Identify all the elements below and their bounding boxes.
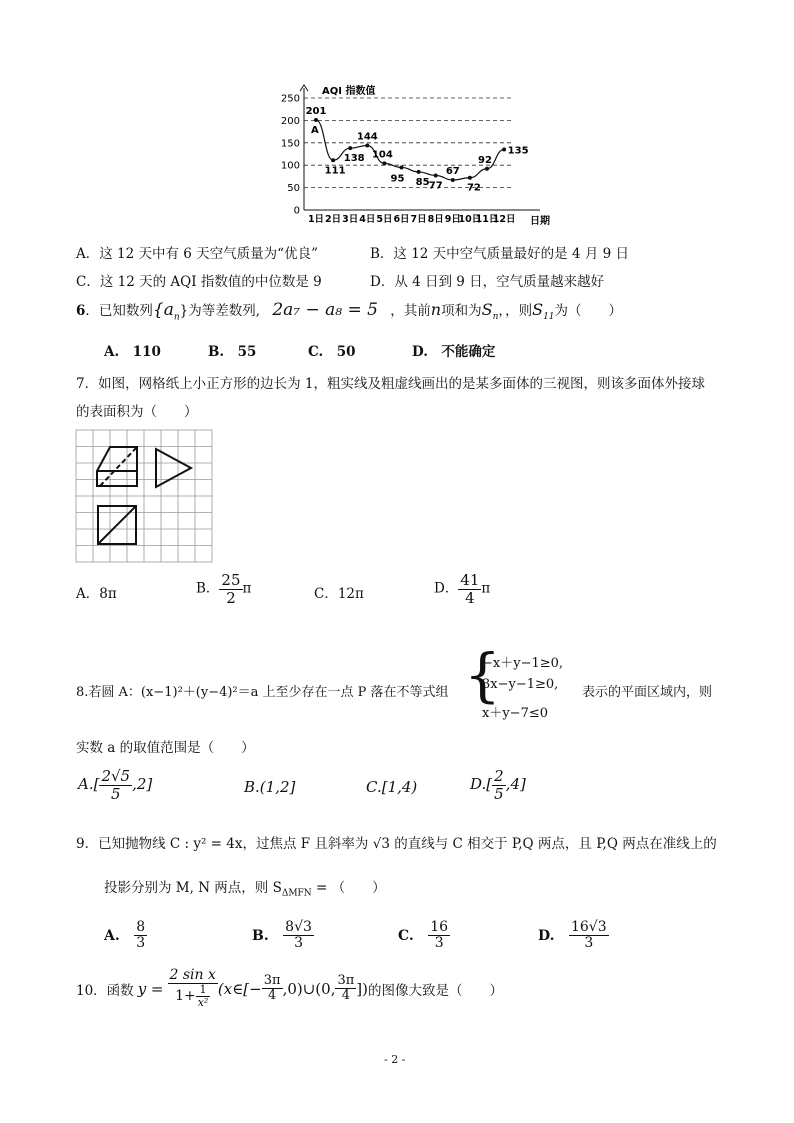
data-label: 95 [390, 173, 405, 185]
q7-option-c: C．12π [314, 586, 364, 602]
q9-line-2-tail: = （ ） [311, 880, 386, 896]
q6-sn-sub: n [492, 312, 499, 323]
q7-option-d-pi: π [481, 580, 491, 597]
q8-option-d-den: 5 [494, 784, 504, 803]
data-point [434, 174, 438, 178]
q5-option-b: B．这 12 天中空气质量最好的是 4 月 9 日 [370, 246, 630, 262]
q8-option-a-den: 5 [111, 784, 121, 803]
q9-line-2-text: 投影分别为 M, N 两点，则 S [104, 880, 282, 896]
q10-numerator: 2 sin x [169, 967, 216, 983]
q6-text-e: ，，则 [498, 303, 533, 319]
data-point [382, 161, 386, 165]
q8-option-b: B.(1,2] [244, 778, 296, 796]
q7-option-d-den: 4 [465, 588, 475, 607]
q7-option-b-den: 2 [226, 588, 236, 607]
q8-inequality-1: −x＋y−1≥0, [482, 656, 564, 671]
q5-option-d: D．从 4 日到 9 日，空气质量越来越好 [370, 274, 605, 290]
data-point [451, 178, 455, 182]
q8-option-d-fraction [492, 768, 506, 802]
q8-inequality-2: 3x−y−1≥0, [482, 677, 559, 692]
aqi-chart [278, 82, 550, 228]
q7-option-b-fraction [219, 572, 242, 606]
data-label: 85 [415, 176, 430, 188]
x-tick-label: 2日 [325, 214, 342, 225]
q8-option-a-prefix: A.[ [78, 775, 100, 793]
q7-option-d-fraction [458, 572, 481, 606]
chart-axes [300, 85, 540, 210]
x-tick-label: 5日 [376, 214, 393, 225]
q7-line-1: 7．如图，网格纸上小正方形的边长为 1，粗实线及粗虚线画出的是某多面体的三视图，则该多面体外接球 [76, 376, 705, 392]
data-point [314, 118, 318, 122]
q9-option-b-den: 3 [294, 935, 303, 952]
data-label: 67 [445, 165, 460, 177]
q10-f1-den: 4 [268, 988, 277, 1004]
data-point [365, 143, 369, 147]
q10-f2-num: 3π [337, 972, 355, 988]
chart-x-axis-label: 日期 [530, 216, 550, 227]
q7-option-b-pi: π [242, 580, 252, 597]
q10-den-den: x² [197, 996, 209, 1010]
q9-option-d-fraction [569, 920, 609, 952]
q8-inequality-3: x＋y−7≤0 [482, 706, 549, 721]
q9-line-2 [104, 876, 386, 899]
point-label-a: A [311, 125, 319, 136]
q6-seq-main: {a [152, 300, 174, 320]
x-tick-label: 10日 [458, 214, 482, 225]
q10-frac-2 [335, 974, 356, 1004]
data-point [400, 165, 404, 169]
data-label: 201 [305, 105, 327, 117]
x-tick-label: 9日 [444, 214, 461, 225]
q9-option-d [538, 920, 609, 952]
q7-option-b-label: B． [196, 580, 220, 597]
x-tick-label: 3日 [342, 214, 359, 225]
q10-denominator [168, 984, 218, 1009]
q7-option-d-num: 41 [460, 571, 480, 589]
q9-option-c-label: C. [398, 927, 414, 944]
q6-option-d: D. 不能确定 [412, 344, 496, 360]
q6-option-c: C. 50 [308, 344, 356, 360]
data-label: 138 [343, 153, 365, 165]
q8-option-a-suffix: ,2] [132, 775, 153, 793]
q8-option-d-suffix: ,4] [505, 775, 526, 793]
q6-n: n [430, 300, 442, 319]
grid-lines [76, 430, 212, 562]
q8-option-a-num: 2√5 [101, 767, 131, 785]
q9-option-a-num: 8 [136, 919, 146, 935]
q6-s11-main: S [532, 300, 544, 319]
q9-option-c-fraction [428, 920, 450, 952]
q8-text-b: 表示的平面区域内，则 [582, 685, 713, 700]
q7-option-d [434, 572, 490, 606]
q9-option-c [398, 920, 450, 952]
q10-domain-b: ,0)∪(0, [282, 979, 336, 998]
x-tick-label: 12日 [492, 214, 516, 225]
data-point [417, 170, 421, 174]
q7-line-2: 的表面积为（ ） [76, 404, 198, 420]
q9-option-d-label: D. [538, 927, 555, 944]
y-tick-label: 200 [280, 115, 300, 127]
x-tick-label: 4日 [359, 214, 376, 225]
y-tick-label: 100 [280, 160, 300, 172]
x-tick-label: 11日 [475, 214, 499, 225]
q9-option-c-den: 3 [434, 935, 444, 952]
q6-number: 6 [76, 303, 86, 319]
q8-brace: { [464, 641, 501, 709]
x-tick-label: 8日 [427, 214, 444, 225]
q6-text-c: ，其前 [390, 303, 431, 319]
q8-option-d-num: 2 [494, 767, 504, 785]
q6-text-f: 为（ ） [554, 303, 623, 319]
data-label: 144 [356, 131, 378, 143]
chart-title: AQI 指数值 [322, 86, 376, 97]
q9-option-d-den: 3 [584, 935, 594, 952]
q9-option-b-fraction [283, 920, 314, 952]
q5-option-c: C．这 12 天的 AQI 指数值的中位数是 9 [76, 274, 322, 290]
data-point [485, 167, 489, 171]
q7-option-a: A．8π [76, 586, 117, 602]
data-point [348, 146, 352, 150]
q6-equation: 2a₇ − a₈ = 5 [272, 300, 378, 320]
data-label: 135 [507, 145, 529, 157]
q10-den-fraction [196, 984, 211, 1009]
q9-option-a-label: A. [104, 927, 120, 944]
top-view [98, 506, 136, 544]
q9-option-a-fraction [134, 920, 147, 952]
q7-option-b-num: 25 [221, 571, 241, 589]
q9-option-b [252, 920, 314, 952]
data-label: 72 [466, 182, 481, 194]
data-label: 77 [428, 180, 443, 192]
q8-option-d [470, 768, 526, 802]
q8-text-a: 8.若圆 A：(x−1)²＋(y−4)²＝a 上至少存在一点 P 落在不等式组 [76, 685, 449, 700]
q9-option-a [104, 920, 147, 952]
q6-text: ．已知数列 [85, 303, 153, 319]
q6-sn [481, 300, 499, 323]
q10-f1-num: 3π [263, 972, 281, 988]
q10-frac-1 [262, 974, 283, 1004]
x-tick-label: 7日 [410, 214, 427, 225]
y-tick-label: 0 [293, 205, 300, 217]
chart-labels [281, 94, 529, 226]
y-tick-label: 250 [280, 93, 300, 105]
q9-line-1: 9．已知抛物线 C : y² = 4x，过焦点 F 且斜率为 √3 的直线与 C 相交于 P,Q 两点，且 P,Q 两点在准线上的 [76, 836, 717, 852]
q9-option-a-den: 3 [136, 935, 146, 952]
x-tick-label: 6日 [393, 214, 410, 225]
q6-sn-main: S [481, 300, 493, 319]
q9-option-b-label: B. [252, 927, 269, 944]
q7-option-b [196, 572, 251, 606]
q10-den-num: 1 [196, 984, 211, 997]
q6-text-d: 项和为 [441, 303, 482, 319]
data-point [468, 176, 472, 180]
q6-s11 [532, 300, 555, 323]
q8-option-a-fraction [99, 768, 132, 802]
data-label: 111 [324, 165, 346, 177]
q9-option-d-num: 16√3 [570, 919, 607, 935]
q8-option-d-prefix: D.[ [470, 775, 493, 793]
q6-option-b: B. 55 [208, 344, 257, 360]
q6-option-a: A. 110 [104, 344, 161, 360]
q10-f2-den: 4 [341, 988, 351, 1004]
q6-text-b: }为等差数列, [179, 303, 261, 319]
question-10 [76, 968, 503, 1010]
q6-seq [152, 300, 180, 323]
q10-den-one: 1+ [175, 988, 196, 1005]
q10-domain-a: (x∈[− [217, 979, 262, 998]
q6-s11-sub: 11 [543, 312, 555, 323]
q8-option-c: C.[1,4) [366, 778, 418, 796]
data-point [502, 148, 506, 152]
y-tick-label: 50 [287, 183, 300, 195]
three-view-grid-figure [74, 428, 216, 566]
data-label: 104 [371, 149, 393, 161]
q6-seq-sub: n [173, 312, 180, 323]
q10-main-fraction [168, 968, 218, 1010]
question-6 [76, 299, 622, 322]
q10-text: 的图像大致是（ ） [368, 982, 504, 999]
page-number: - 2 - [384, 1053, 406, 1066]
q10-label: 10．函数 [76, 982, 134, 999]
front-view [97, 447, 137, 486]
q7-option-d-label: D． [434, 580, 459, 597]
q8-option-a [78, 768, 152, 802]
q10-domain-c: ]) [356, 979, 369, 998]
q8-line-2: 实数 a 的取值范围是（ ） [76, 740, 255, 756]
data-label: 92 [478, 154, 492, 166]
q5-option-a: A．这 12 天中有 6 天空气质量为“优良” [76, 246, 318, 262]
data-point [331, 158, 335, 162]
x-tick-label: 1日 [307, 214, 325, 225]
q10-y: y = [137, 979, 164, 998]
q9-option-c-num: 16 [430, 919, 449, 935]
q9-line-2-sub: ΔMFN [281, 888, 312, 899]
y-tick-label: 150 [280, 138, 300, 150]
q9-option-b-num: 8√3 [285, 919, 312, 935]
